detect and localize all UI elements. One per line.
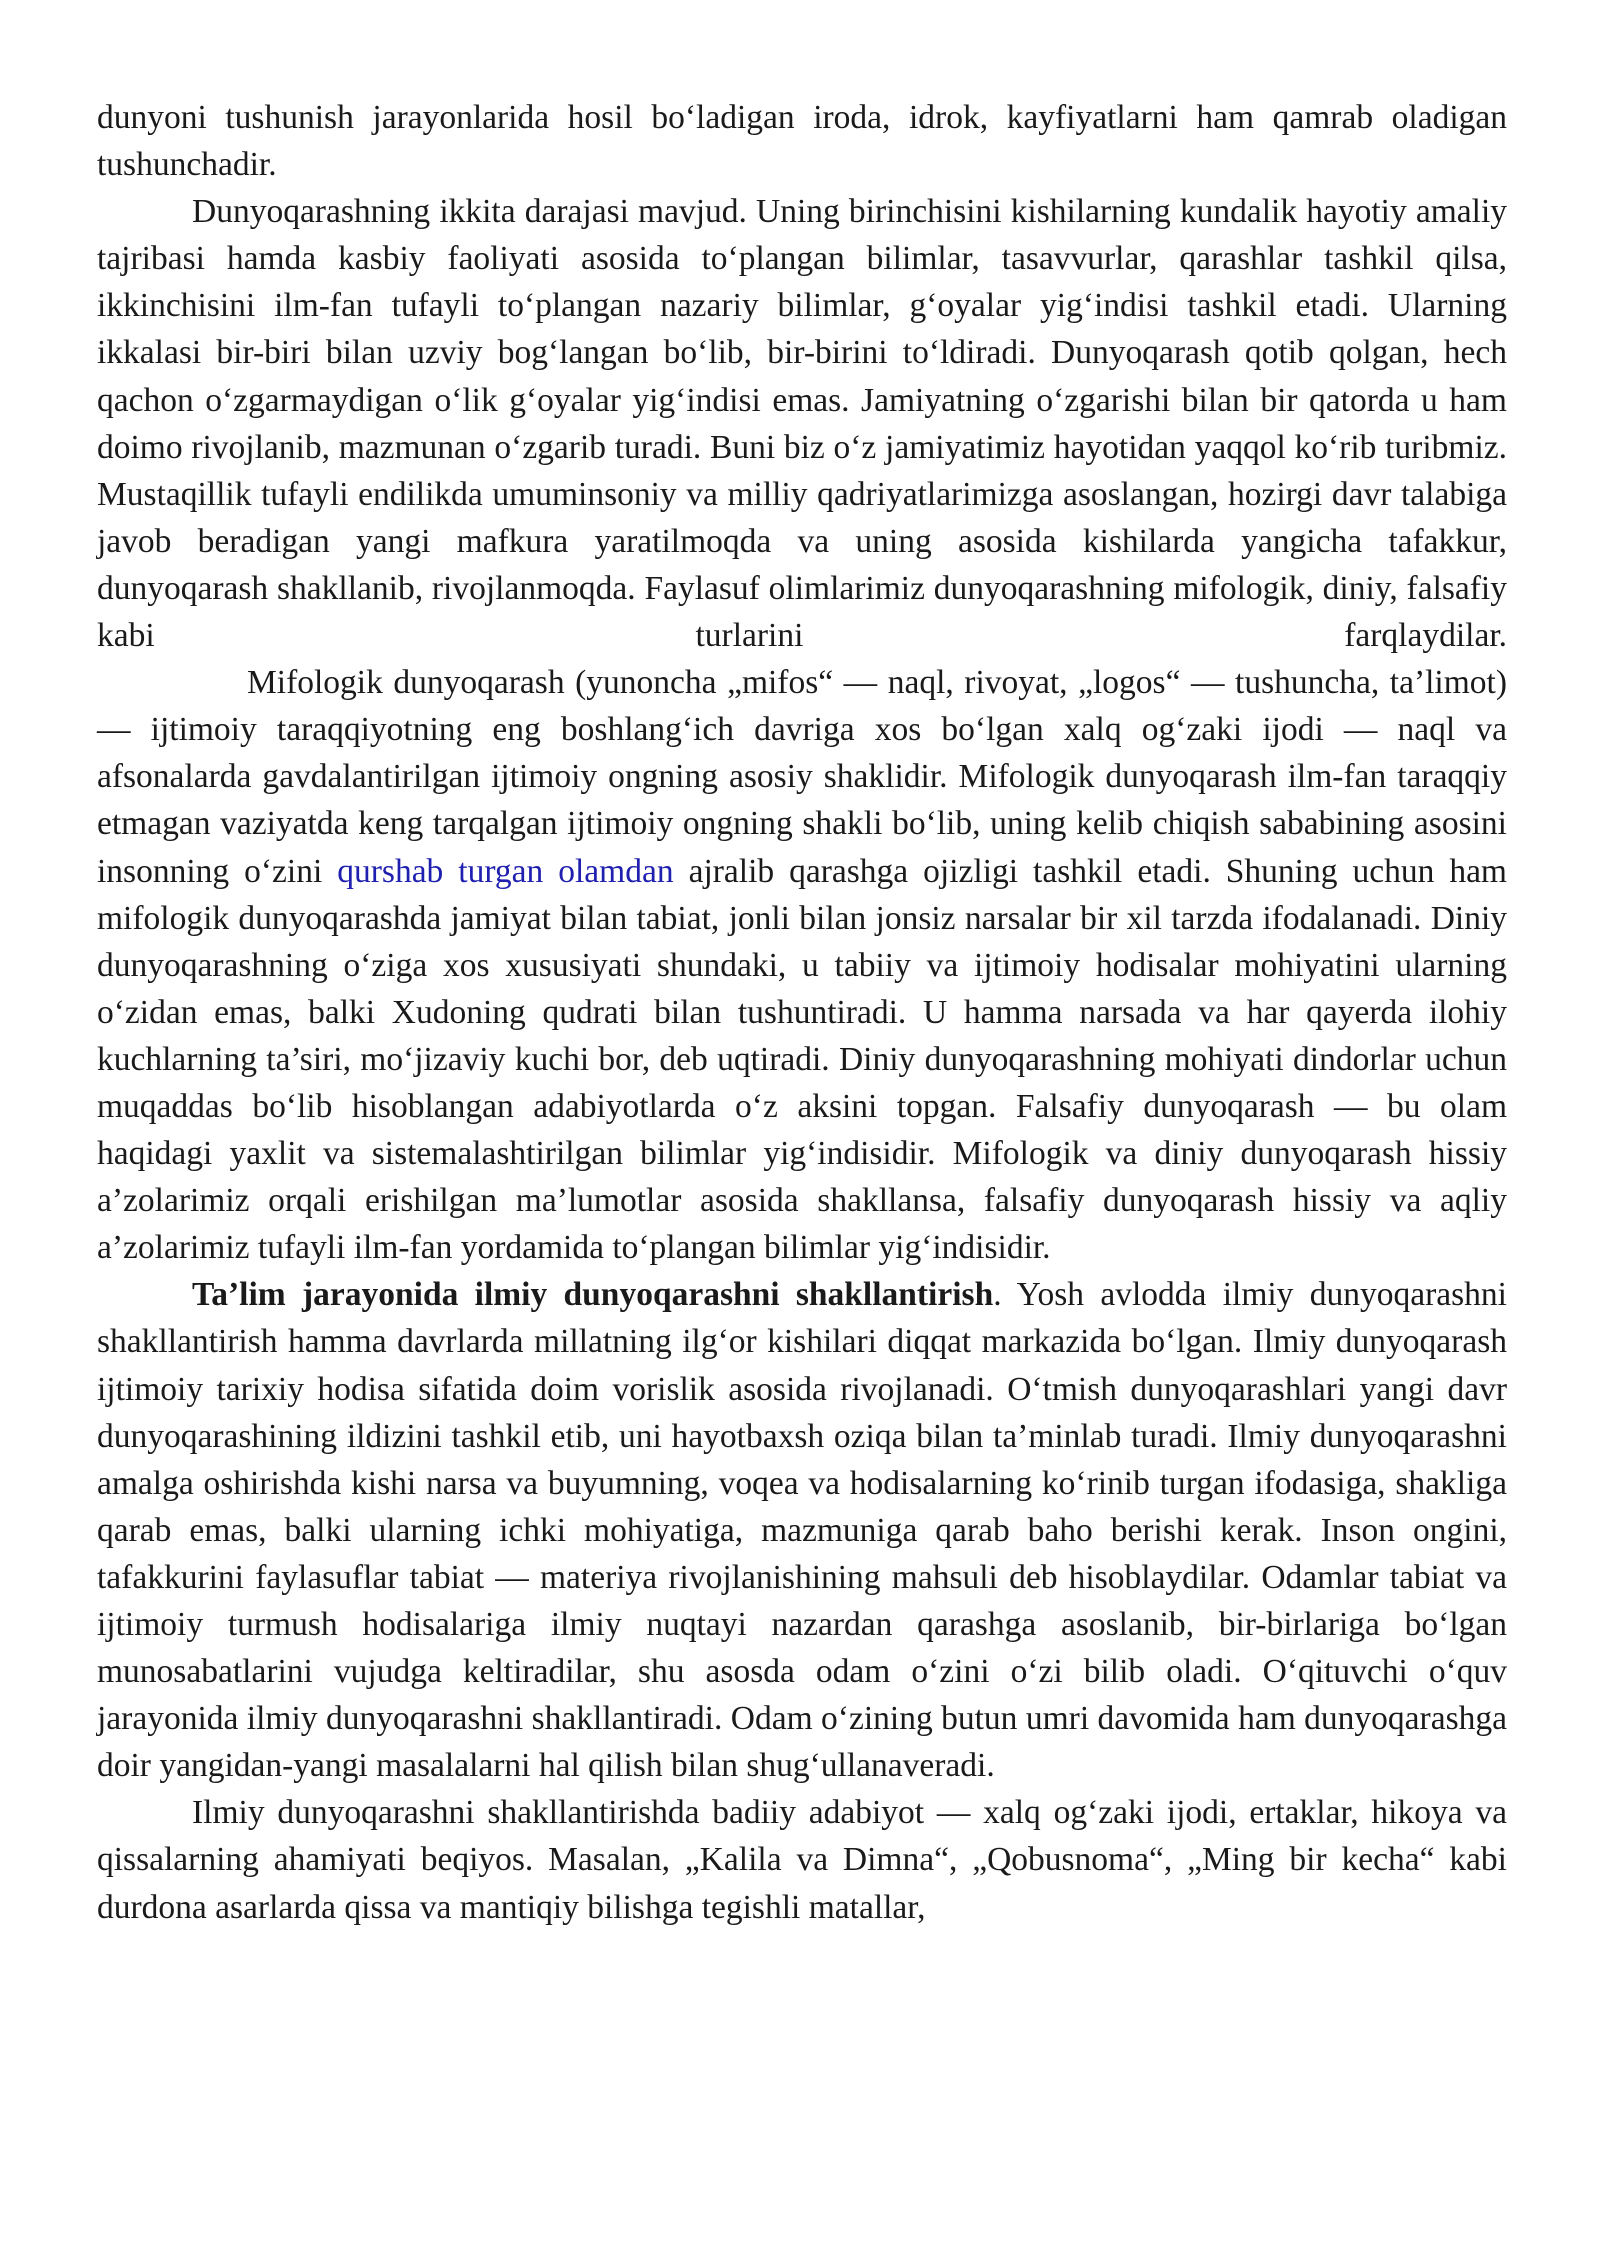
paragraph-text: Ilmiy dunyoqarashni shakllantirishda badiiy adabiyot — xalq og‘zaki ijodi, ertaklar, hikoya va qissalarning ahamiyati beqiyos. Masalan, „Kalila va Dimna“, „Qobusnoma“, „Ming bir kecha“ kabi durdona asarlarda qissa va mantiqiy bilishga tegishli matallar, bbox=[97, 1794, 1507, 1926]
paragraph-worldview-levels bbox=[97, 188, 1507, 659]
paragraph-continuation bbox=[97, 94, 1507, 188]
paragraph-scientific-worldview bbox=[97, 1271, 1507, 1789]
paragraph-text: Dunyoqarashning ikkita darajasi mavjud. Uning birinchisini kishilarning kundalik hayotiy amaliy tajribasi hamda kasbiy faoliyati asosida to‘plangan bilimlar, tasavvurlar, qarashlar tashkil qilsa, ikkinchisini ilm-fan tufayli to‘plangan nazariy bilimlar, g‘oyalar yig‘indisi tashkil etadi. Ularning ikkalasi bir-biri bilan uzviy bog‘langan bo‘lib, bir-birini to‘ldiradi. Dunyoqarash qotib qolgan, hech qachon o‘zgarmaydigan o‘lik g‘oyalar yig‘indisi emas. Jamiyatning o‘zgarishi bilan bir qatorda u ham doimo rivojlanib, mazmunan o‘zgarib turadi. Buni biz o‘z jamiyatimiz hayotidan yaqqol ko‘rib turibmiz. Mustaqillik tufayli endilikda umuminsoniy va milliy qadriyatlarimizga asoslangan, hozirgi davr talabiga javob beradigan yangi mafkura yaratilmoqda va uning asosida kishilarda yangicha tafakkur, dunyoqarash shakllanib, rivojlanmoqda. Faylasuf olimlarimiz dunyoqarashning mifologik, diniy, falsafiy kabi turlarini farqlaydilar. bbox=[97, 193, 1507, 655]
section-heading: Ta’lim jarayonida ilmiy dunyoqarashni shakllantirish bbox=[192, 1276, 994, 1314]
document-body bbox=[97, 94, 1507, 1931]
paragraph-text: . Yosh avlodda ilmiy dunyoqarashni shakllantirish hamma davrlarda millatning ilg‘or kishilari diqqat markazida bo‘lgan. Ilmiy dunyoqarash ijtimoiy tarixiy hodisa sifatida doim vorislik asosida rivojlanadi. O‘tmish dunyoqarashlari yangi davr dunyoqarashining ildizini tashkil etib, uni hayotbaxsh oziqa bilan ta’minlab turadi. Ilmiy dunyoqarashni amalga oshirishda kishi narsa va buyumning, voqea va hodisalarning ko‘rinib turgan ifodasiga, shakliga qarab emas, balki ularning ichki mohiyatiga, mazmuniga qarab baho berishi kerak. Inson ongini, tafakkurini faylasuflar tabiat — materiya rivojlanishining mahsuli deb hisoblaydilar. Odamlar tabiat va ijtimoiy turmush hodisalariga ilmiy nuqtayi nazardan qarashga asoslanib, bir-birlariga bo‘lgan munosabatlarini vujudga keltiradilar, shu asosda odam o‘zini o‘zi bilib oladi. O‘qituvchi o‘quv jarayonida ilmiy dunyoqarashni shakllantiradi. Odam o‘zining butun umri davomida ham dunyoqarashga doir yangidan-yangi masalalarni hal qilish bilan shug‘ullanaveradi. bbox=[97, 1276, 1507, 1785]
paragraph-literature bbox=[97, 1789, 1507, 1930]
paragraph-text: Mifologik dunyoqarash (yunoncha „mifos“ — naql, rivoyat, „logos“ — tushuncha, ta’limot) — ijtimoiy taraqqiyotning eng boshlang‘ich davriga xos bo‘lgan xalq og‘zaki ijodi — naql va afsonalarda gavdalantirilgan ijtimoiy ongning asosiy shaklidir. Mifologik dunyoqarash ilm-fan taraqqiy etmagan vaziyatda keng tarqalgan ijtimoiy ongning shakli bo‘lib, uning kelib chiqish sababining asosini insonning o‘zini bbox=[97, 664, 1507, 890]
paragraph-text: ajralib qarashga ojizligi tashkil etadi. Shuning uchun ham mifologik dunyoqarashda jamiyat bilan tabiat, jonli bilan jonsiz narsalar bir xil tarzda ifodalanadi. Diniy dunyoqarashning o‘ziga xos xususiyati shundaki, u tabiiy va ijtimoiy hodisalar mohiyatini ularning o‘zidan emas, balki Xudoning qudrati bilan tushuntiradi. U hamma narsada va har qayerda ilohiy kuchlarning ta’siri, mo‘jizaviy kuchi bor, deb uqtiradi. Diniy dunyoqarashning mohiyati dindorlar uchun muqaddas bo‘lib hisoblangan adabiyotlarda o‘z aksini topgan. Falsafiy dunyoqarash — bu olam haqidagi yaxlit va sistemalashtirilgan bilimlar yig‘indisidir. Mifologik va diniy dunyoqarash hissiy a’zolarimiz orqali erishilgan ma’lumotlar asosida shakllansa, falsafiy dunyoqarash hissiy va aqliy a’zolarimiz tufayli ilm-fan yordamida to‘plangan bilimlar yig‘indisidir. bbox=[97, 852, 1507, 1267]
inline-link[interactable]: qurshab turgan olamdan bbox=[337, 852, 674, 890]
paragraph-mythological-worldview bbox=[97, 659, 1507, 1271]
paragraph-text: dunyoni tushunish jarayonlarida hosil bo‘ladigan iroda, idrok, kayfiyatlarni ham qamrab oladigan tushunchadir. bbox=[97, 99, 1507, 184]
